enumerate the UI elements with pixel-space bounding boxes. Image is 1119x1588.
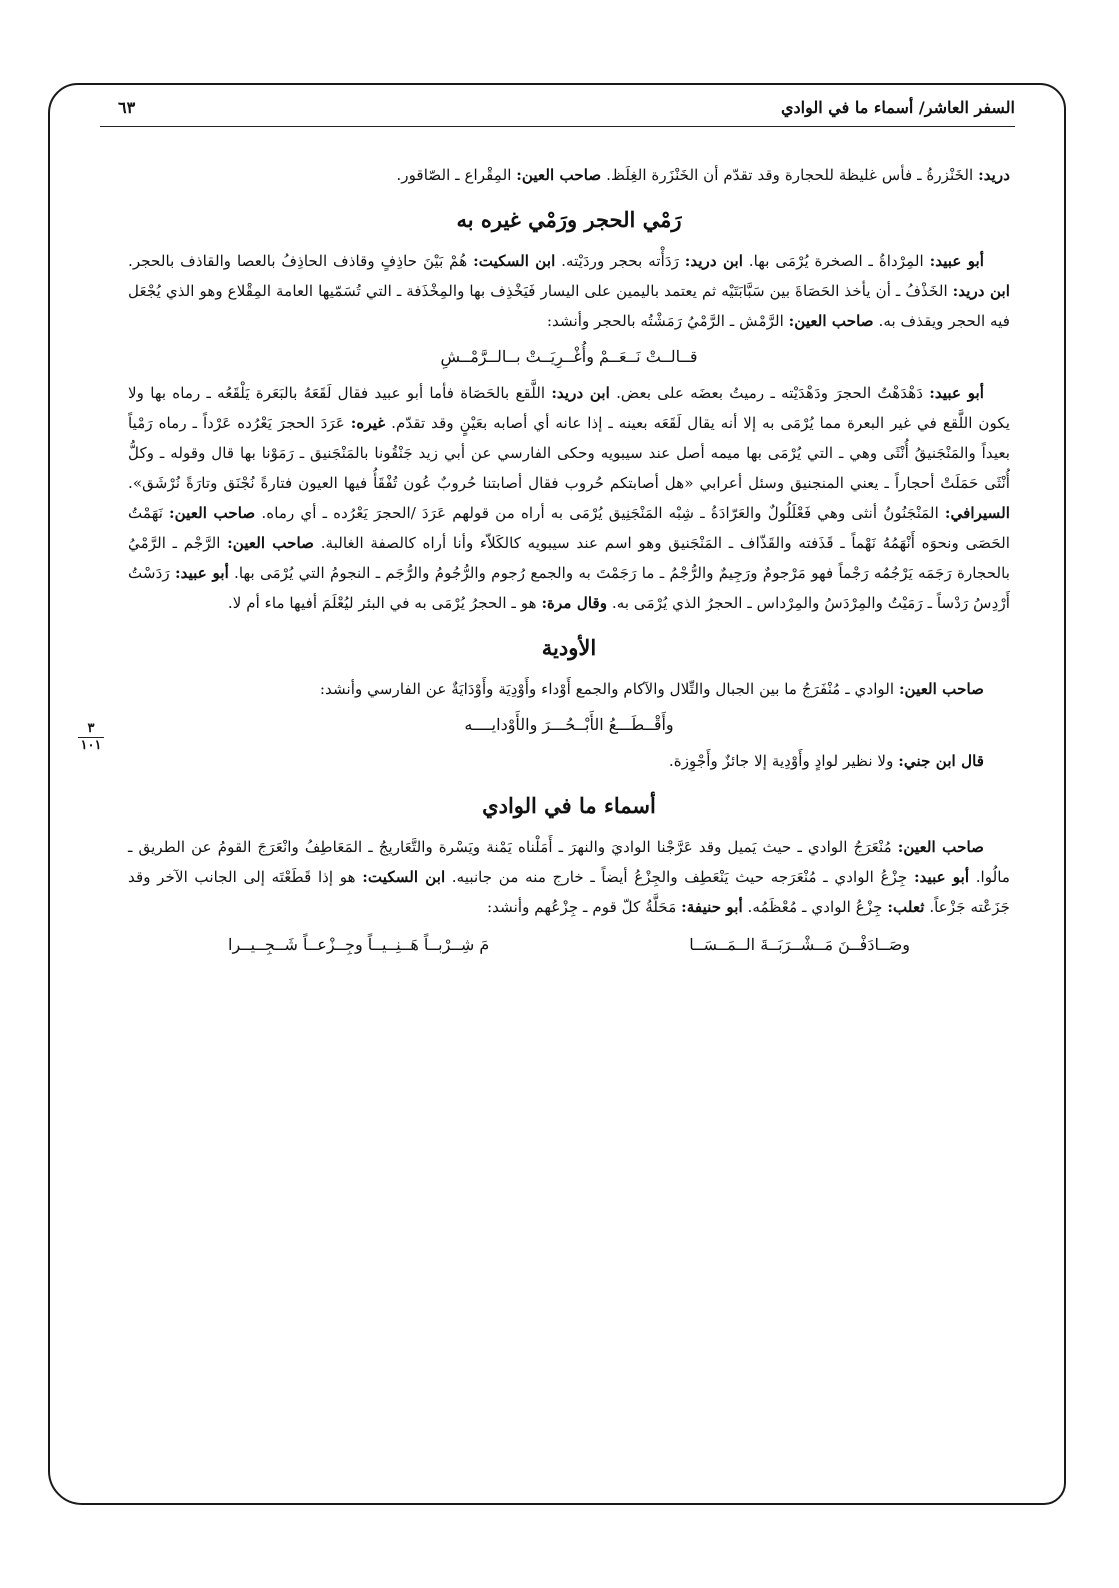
text: مَحَلَّةُ كلّ قوم ـ جِزْعُهم وأنشد: xyxy=(487,898,682,916)
paragraph xyxy=(128,378,1010,618)
speaker: أبو عبيد: xyxy=(929,384,985,402)
text: رَدَأْته بحجر وردَيْته. xyxy=(555,252,685,270)
verse-second-hemistich: مَ شِــرْبــاً هَــنِــيــاً وجِــزْعــاً شَــجِــيــرا xyxy=(228,935,490,954)
text: هو ـ الحجرُ يُرْمَى به في البئر ليُعْلَمَ أفيها ماء أم لا. xyxy=(227,594,542,612)
verse-couplet xyxy=(128,930,1010,960)
paragraph xyxy=(128,746,1010,776)
section-heading-stone-throwing: رَمْي الحجر ورَمْي غيره به xyxy=(456,207,682,232)
speaker: غيره: xyxy=(350,414,386,432)
text: الخَنْزرةُ ـ فأس غليظة للحجارة وقد تقدّم أن الخَنْزَرة الغِلَظ. xyxy=(601,166,979,184)
page-content xyxy=(128,160,1010,968)
text: عَرَدَ الحجرَ يَعْرُده عَرْداً ـ رماه رَمْياً بعيداً والمَنْجَنيقُ أُنْثَى وهي ـ التي يُرْمَى بها ميمه أصل عند سيبويه وحكى الفارسي عن أبي زيد جَنْقُونا بالمَنْجَنيق ـ رَمَوْنا بها قال وقوله ـ وكلُّ أُنْثَى حَمَلَتْ أحجاراً ـ يعني المنجنيق وسئل أعرابي «هل أصابتكم حُروب فقال أصابتنا حُروبٌ عُون تُفْقَأُ فيها العيون فتارةً نُجْنَق وتارَةً نُرْشَق». xyxy=(128,414,1010,492)
text: نَهَمْتُ الحَصَى ونحوَه أَنْهَمُهُ نَهْماً ـ قَذَفته والقَذّاف ـ المَنْجَنيق وهو اسم عند سيبويه كالكَلاّء وأنا أراه كالصفة الغالبة. xyxy=(128,504,1010,552)
paragraph xyxy=(128,246,1010,336)
text: رَدَسْتُ أَرْدِسُ رَدْساً ـ رَمَيْتُ والمِرْدَسُ والمِرْداس ـ الحجرُ الذي يُرْمَى به. xyxy=(128,564,1010,612)
text: ولا نظير لوادٍ وأَوْدِية إلا جائزٌ وأَجْوِزة. xyxy=(668,752,899,770)
verse-line: قــالــتْ نَــعَــمْ وأُغْــرِيَــتْ بــالــرَّمْــشِ xyxy=(440,347,698,366)
margin-ref-top: ٣ xyxy=(87,721,95,736)
speaker: دريد: xyxy=(978,166,1010,184)
page-header xyxy=(100,92,1015,127)
speaker: ابن دريد: xyxy=(952,282,1010,300)
section-heading-valleys: الأودية xyxy=(541,635,597,660)
text: الرَّمْش ـ الرَّمْيُ رَمَشْتُه بالحجر وأنشد: xyxy=(546,312,789,330)
speaker: ابن السكيت: xyxy=(362,868,446,886)
text: الرَّجْم ـ الرَّمْيُ بالحجارة رَجَمَه يَرْجُمُه رَجْماً فهو مَرْجومٌ ورَجِيمٌ والرُّجْمُ ـ ما رَجَمْتَ به والجمع رُجوم والرُّجُومُ والرُّجَم ـ النجومُ التي يُرْمَى بها. xyxy=(128,534,1010,582)
speaker: صاحب العين: xyxy=(227,534,315,552)
text: هُمْ بَيْنَ حاذِفٍ وقاذف الحاذِفُ بالعصا والقاذف بالحجر. xyxy=(128,252,474,270)
text: الوادي ـ مُنْفَرَجُ ما بين الجبال والتِّلال والآكام والجمع أَوْداء وأَوْدِيَة وأَوْدَايَةٌ عن الفارسي وأنشد: xyxy=(319,680,899,698)
text: الخَذْفُ ـ أن يأخذ الحَصَاةَ بين سَبَّابَتَيْه ثم يعتمد باليمين على اليسار فَيَخْذِف بها والمِخْذَفة ـ التي تُسَمّيها العامة المِقْلاع وهو الذي يُجْعَل فيه الحجر ويقذف به. xyxy=(128,282,1010,330)
text: المَنْجَنُونُ أنثى وهي فَعْلَلُولٌ والعَرّادَةُ ـ شِبْه المَنْجَنِيق يُرْمَى به أراه من قولهم عَرَدَ /الحجرَ يَعْرُده ـ أي رماه. xyxy=(255,504,945,522)
margin-reference xyxy=(76,722,106,753)
speaker: السيرافي: xyxy=(944,504,1010,522)
text: هو إذا قَطَعْتَه إلى الجانب الآخر وقد جَزَعْته جَزْعاً. xyxy=(128,868,1010,916)
text: المِرْداةُ ـ الصخرة يُرْمَى بها. xyxy=(742,252,930,270)
page-number: ٦٣ xyxy=(118,98,136,117)
text: المِقْراع ـ الصّاقور. xyxy=(396,166,517,184)
speaker: صاحب العين: xyxy=(169,504,256,522)
speaker: أبو عبيد: xyxy=(175,564,229,582)
section-heading-valley-names: أسماء ما في الوادي xyxy=(482,793,656,818)
text: دَهْدَهْتُ الحجرَ ودَهْدَيْته ـ رميتُ بعضَه على بعض. xyxy=(609,384,930,402)
speaker: أبو عبيد: xyxy=(913,868,970,886)
speaker: صاحب العين: xyxy=(516,166,602,184)
intro-paragraph xyxy=(128,160,1010,190)
running-title: السفر العاشر/ أسماء ما في الوادي xyxy=(781,98,1015,117)
text: مُنْعَرَجُ الوادي ـ حيث يَميل وقد عَرَّجْنا الواديَ والنهرَ ـ أَمَلْناه يَمْنة ويَسْرة والتَّعَاريجُ ـ المَعَاطِفُ وانْعَرَجَ القومُ عن الطريق ـ مالُوا. xyxy=(128,838,1011,886)
verse-first-hemistich: وصَــادَفْــنَ مَــشْــرَبَــةَ الــمَــسَــا xyxy=(689,935,910,954)
speaker: صاحب العين: xyxy=(897,838,984,856)
speaker: ابن السكيت: xyxy=(473,252,556,270)
speaker: صاحب العين: xyxy=(788,312,874,330)
speaker: ابن دريد: xyxy=(551,384,610,402)
speaker: أبو حنيفة: xyxy=(681,898,743,916)
speaker: ثعلب: xyxy=(887,898,925,916)
speaker: صاحب العين: xyxy=(898,680,984,698)
paragraph xyxy=(128,674,1010,704)
speaker: أبو عبيد: xyxy=(929,252,985,270)
paragraph xyxy=(128,832,1010,922)
speaker: وقال مرة: xyxy=(541,594,608,612)
speaker: قال ابن جني: xyxy=(898,752,984,770)
verse-line: وأَقْــطَـــعُ الأَبْــحُـــرَ والأَوْدايــــه xyxy=(464,715,674,734)
text: اللَّقع بالحَصَاة فأما أبو عبيد فقال لَقَعَهُ بالبَعَرة يَلْقَعُه ـ رماه بها ولا يكون اللَّقع في غير البعرة مما يُرْمَى به إلا أنه يقال لَقَعَه بعينه ـ إذا عانه أي أصابه بعَيْنٍ وقد تقدّم. xyxy=(128,384,1010,432)
speaker: ابن دريد: xyxy=(684,252,743,270)
margin-ref-bottom: ١٠١ xyxy=(80,738,102,753)
text: جِزْعُ الوادي ـ مُنْعَرَجه حيث يَنْعَطِف والجِزْعُ أيضاً ـ خارج منه من جانبيه. xyxy=(445,868,914,886)
text: جِزْعُ الوادي ـ مُعْظَمُه. xyxy=(742,898,888,916)
